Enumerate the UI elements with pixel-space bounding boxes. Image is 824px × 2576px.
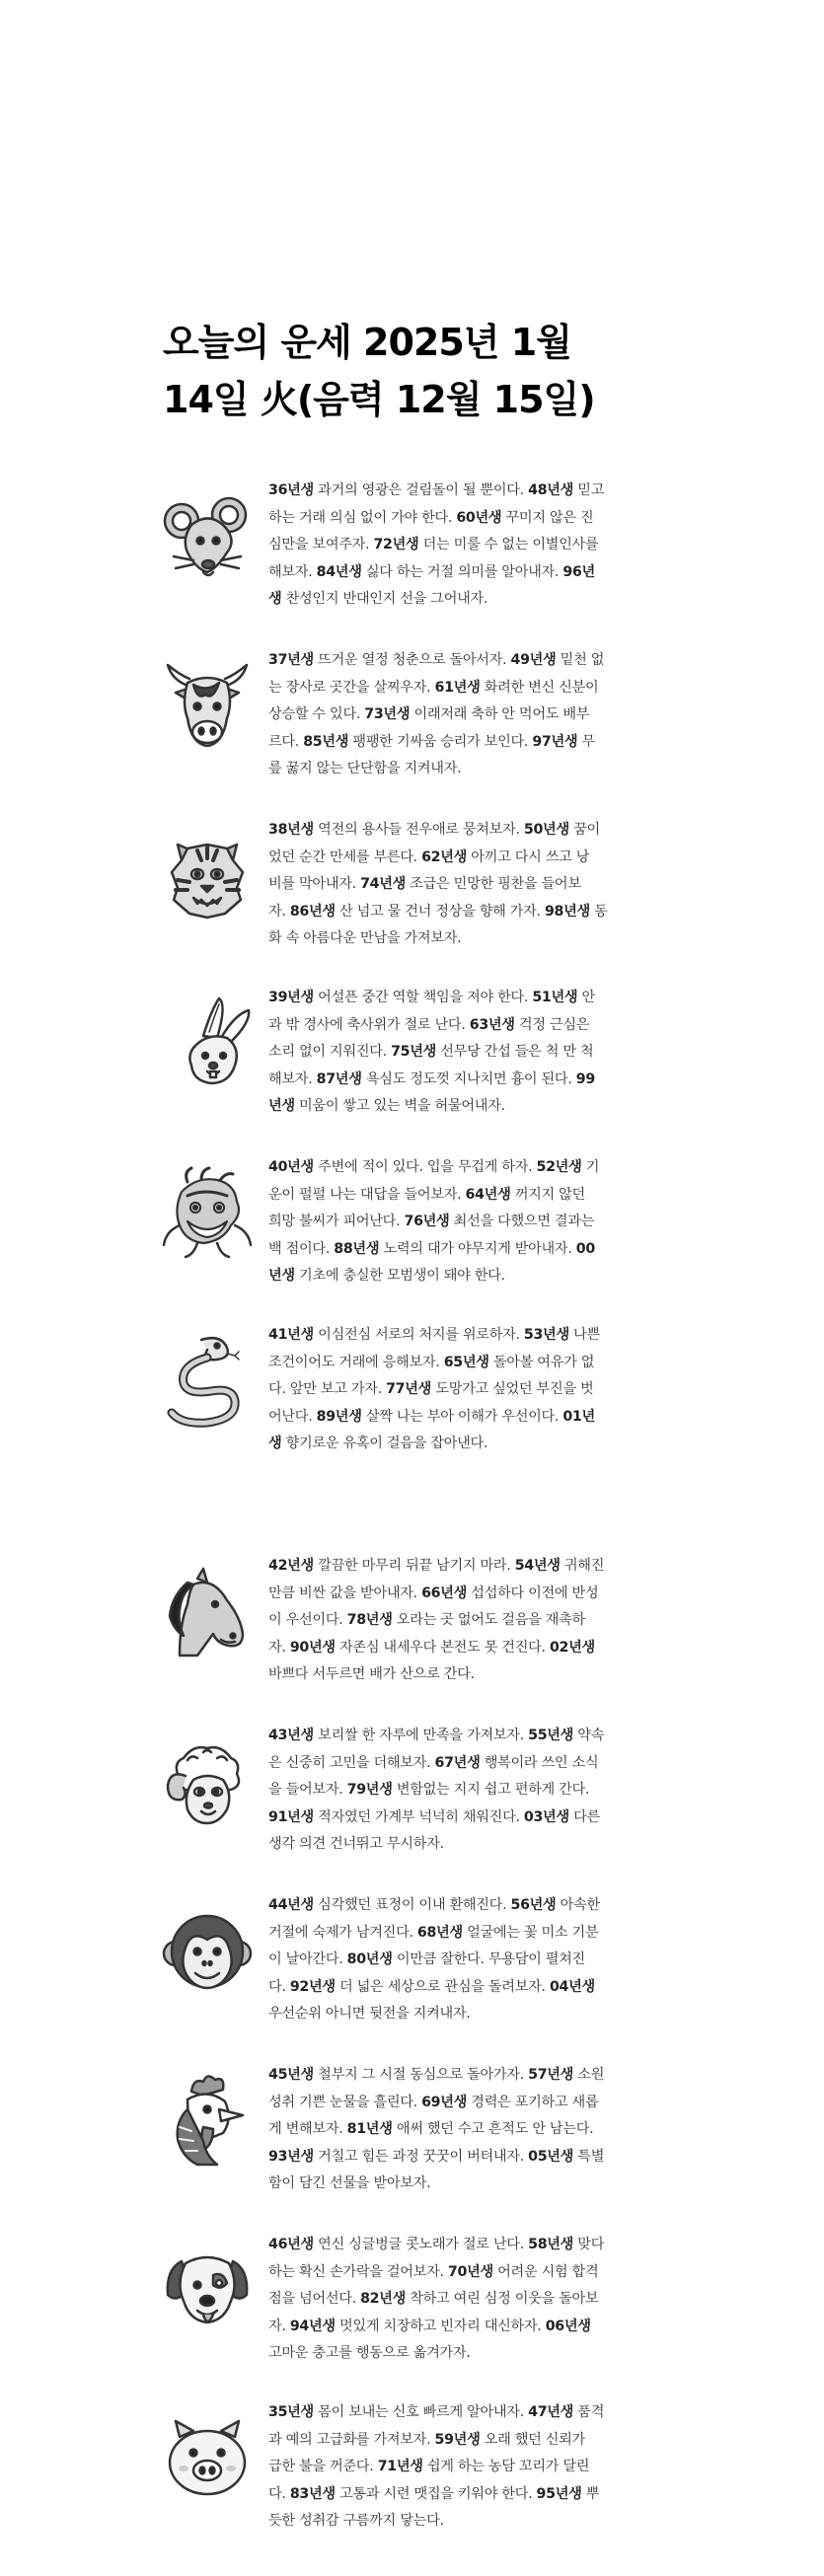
fortune-sentence: 하는 거래 의심 없이 가야 한다. [268, 509, 457, 526]
fortune-text [268, 1553, 691, 1689]
rabbit-icon [158, 993, 257, 1091]
fortune-sentence: 철부지 그 시절 동심으로 돌아가자. [313, 2067, 529, 2083]
birth-year-label: 77년생 [386, 1381, 432, 1397]
fortune-sentence: 점을 넘어선다. [268, 2291, 361, 2307]
fortune-sentence: 아끼고 다시 쓰고 낭 [467, 848, 590, 865]
fortune-sentence: 행복이라 쓰인 소식 [480, 1754, 599, 1771]
fortune-line [268, 1039, 691, 1067]
birth-year-label: 56년생 [510, 1897, 557, 1913]
fortune-sentence: 릎 꿇지 않는 단단함을 지켜내자. [268, 761, 462, 776]
fortune-sentence: 약속 [573, 1728, 605, 1743]
fortune-entry-rat [158, 478, 711, 635]
birth-year-label: 91년생 [268, 1808, 314, 1825]
birth-year-label: 63년생 [469, 1016, 515, 1033]
fortune-sentence: 이 날아간다. [268, 1951, 347, 1967]
fortune-line [268, 1404, 691, 1432]
fortune-sentence: 오라는 곳 없어도 걸음을 재촉하 [392, 1612, 585, 1628]
fortune-sentence: 노력의 대가 야무지게 받아내자. [379, 1240, 576, 1257]
birth-year-label: 04년생 [549, 1978, 595, 1995]
birth-year-label: 49년생 [510, 652, 557, 668]
fortune-sentence: 르다. [268, 733, 304, 750]
fortune-line [268, 586, 691, 614]
fortune-entry-dog [158, 2232, 711, 2390]
fortune-sentence: 최선을 다했으면 결과는 [449, 1214, 595, 1229]
title-line-2: 14일 火(음력 12월 15일) [163, 378, 595, 421]
dragon-icon [158, 1162, 257, 1261]
fortune-sentence: 맞다 [573, 2237, 605, 2252]
fortune-line [268, 1723, 691, 1750]
fortune-entry-monkey [158, 1892, 711, 2050]
fortune-text [268, 478, 691, 614]
fortune-sentence: 동 [589, 903, 608, 920]
fortune-sentence: 었던 순간 만세를 부른다. [268, 848, 422, 865]
birth-year-label: 03년생 [523, 1808, 569, 1825]
fortune-sentence: 이심전심 서로의 처지를 위로하자. [313, 1327, 524, 1343]
fortune-entry-snake [158, 1322, 711, 1480]
fortune-sentence: 이만큼 잘한다. 무용담이 펼쳐진 [392, 1951, 585, 1967]
birth-year-label: 생 [268, 1435, 282, 1451]
birth-year-label: 82년생 [360, 2291, 407, 2307]
fortune-line [268, 1154, 691, 1182]
birth-year-label: 00 [575, 1240, 595, 1257]
fortune-sentence: 어려운 시험 합격 [492, 2263, 599, 2280]
fortune-entry-horse [158, 1553, 711, 1711]
fortune-line [268, 1553, 691, 1581]
fortune-line [268, 2508, 691, 2536]
fortune-text [268, 647, 691, 783]
birth-year-label: 45년생 [268, 2067, 314, 2083]
fortune-line [268, 647, 691, 675]
fortune-sentence: 팽팽한 기싸움 승리가 보인다. [348, 733, 533, 750]
birth-year-label: 98년생 [544, 903, 590, 920]
fortune-sentence: 자. [268, 903, 290, 920]
fortune-sentence: 거절에 숙제가 남겨진다. [268, 1924, 417, 1941]
birth-year-label: 47년생 [528, 2404, 574, 2420]
birth-year-label: 01년 [562, 1408, 595, 1425]
fortune-line [268, 1947, 691, 1974]
fortune-line [268, 2062, 691, 2090]
fortune-sentence: 거칠고 힘든 과정 꿋꿋이 버텨내자. [313, 2148, 529, 2165]
fortune-text [268, 2399, 691, 2536]
birth-year-label: 51년생 [532, 990, 578, 1005]
fortune-line [268, 2144, 691, 2171]
fortune-sentence: 상승할 수 있다. [268, 706, 365, 722]
snake-icon [158, 1330, 257, 1429]
page-title [163, 314, 676, 428]
fortune-line [268, 2340, 691, 2368]
fortune-line [268, 2427, 691, 2455]
birth-year-label: 64년생 [465, 1186, 511, 1203]
fortune-text [268, 2062, 691, 2198]
fortune-sentence: 나쁜 [568, 1327, 600, 1343]
birth-year-label: 년생 [268, 1268, 295, 1284]
fortune-line [268, 701, 691, 729]
birth-year-label: 41년생 [268, 1327, 314, 1343]
fortune-entry-rabbit [158, 985, 711, 1142]
fortune-sentence: 주변에 적이 있다. 입을 무겁게 하자. [313, 1159, 537, 1175]
fortune-line [268, 2481, 691, 2509]
fortune-line [268, 899, 691, 926]
fortune-line [268, 532, 691, 559]
birth-year-label: 95년생 [536, 2485, 582, 2502]
fortune-line [268, 1635, 691, 1662]
fortune-sentence: 을 들어보자. [268, 1782, 347, 1798]
birth-year-label: 55년생 [528, 1728, 574, 1743]
fortune-sentence: 다른 [568, 1808, 600, 1825]
birth-year-label: 36년생 [268, 482, 314, 498]
fortune-sentence: 소원 [573, 2067, 605, 2083]
fortune-sentence: 아속한 [556, 1897, 600, 1913]
birth-year-label: 70년생 [447, 2263, 493, 2280]
fortune-line [268, 1209, 691, 1236]
fortune-sentence: 귀해진 [560, 1558, 605, 1574]
fortune-line [268, 2314, 691, 2341]
birth-year-label: 66년생 [421, 1584, 468, 1601]
fortune-line [268, 1376, 691, 1404]
birth-year-label: 37년생 [268, 652, 314, 668]
fortune-sentence: 고마운 충고를 행동으로 옮겨가자. [268, 2345, 471, 2361]
fortune-line [268, 1182, 691, 1210]
fortune-sentence: 비를 막아내자. [268, 876, 361, 892]
fortune-line [268, 1322, 691, 1350]
fortune-text [268, 1322, 691, 1458]
birth-year-label: 92년생 [289, 1978, 336, 1995]
fortune-line [268, 2232, 691, 2259]
fortune-sentence: 어설픈 중간 역할 책임을 져야 한다. [313, 990, 533, 1005]
fortune-line [268, 675, 691, 702]
birth-year-label: 94년생 [289, 2318, 336, 2334]
fortune-line [268, 2259, 691, 2287]
fortune-sentence: 다. 앞만 보고 가자. [268, 1381, 387, 1397]
birth-year-label: 68년생 [416, 1924, 463, 1941]
fortune-sentence: 섭섭하다 이전에 반성 [467, 1584, 599, 1601]
fortune-sentence: 급한 불을 꺼준다. [268, 2459, 378, 2474]
fortune-sentence: 고통과 시련 맷집을 키워야 한다. [335, 2485, 537, 2502]
fortune-entry-dragon [158, 1154, 711, 1312]
fortune-sentence: 경력은 포기하고 새롭 [467, 2094, 599, 2110]
birth-year-label: 50년생 [523, 822, 569, 838]
fortune-line [268, 1012, 691, 1040]
fortune-sentence: 변함없는 지지 쉽고 편하게 간다. [392, 1782, 590, 1798]
birth-year-label: 61년생 [434, 679, 481, 696]
fortune-entry-rooster [158, 2062, 711, 2220]
birth-year-label: 73년생 [364, 706, 411, 722]
birth-year-label: 42년생 [268, 1558, 314, 1574]
fortune-sentence: 역전의 용사들 전우애로 뭉쳐보자. [313, 822, 524, 838]
horse-icon [158, 1561, 257, 1659]
fortune-sentence: 소리 없이 지워진다. [268, 1044, 392, 1060]
birth-year-label: 06년생 [545, 2318, 591, 2334]
fortune-sentence: 해보자. [268, 1070, 317, 1087]
fortune-sentence: 꾸미지 않은 진 [501, 509, 594, 526]
fortune-entry-pig [158, 2399, 711, 2557]
birth-year-label: 69년생 [421, 2094, 468, 2110]
fortune-sentence: 뿌 [581, 2485, 600, 2502]
fortune-sentence: 품격 [573, 2404, 605, 2420]
birth-year-label: 58년생 [528, 2237, 574, 2252]
fortune-sentence: 성취 기쁜 눈물을 흘린다. [268, 2094, 422, 2110]
birth-year-label: 86년생 [289, 903, 336, 920]
fortune-sentence: 싫다 하는 거절 의미를 알아내자. [361, 563, 563, 580]
fortune-sentence: 더 넓은 세상으로 관심을 돌려보자. [335, 1978, 550, 1995]
birth-year-label: 년생 [268, 1098, 295, 1114]
fortune-line [268, 478, 691, 505]
fortune-sentence: 꺼지지 않던 [510, 1186, 585, 1203]
birth-year-label: 39년생 [268, 990, 314, 1005]
fortune-line [268, 1750, 691, 1778]
fortune-sentence: 과 밖 경사에 축사위가 절로 난다. [268, 1016, 470, 1033]
fortune-line [268, 2399, 691, 2427]
fortune-line [268, 845, 691, 872]
fortune-line [268, 1920, 691, 1948]
birth-year-label: 71년생 [377, 2459, 423, 2474]
fortune-sentence: 기초에 충실한 모범생이 돼야 한다. [294, 1268, 505, 1284]
fortune-text [268, 1723, 691, 1859]
pig-icon [158, 2407, 257, 2506]
fortune-sentence: 몸이 보내는 신호 빠르게 알아내자. [313, 2404, 529, 2420]
fortune-sentence: 바쁘다 서두르면 배가 산으로 간다. [268, 1666, 475, 1682]
fortune-line [268, 2454, 691, 2481]
fortune-sentence: 화 속 아름다운 만남을 가져보자. [268, 930, 462, 946]
fortune-sentence: 자. [268, 2318, 290, 2334]
fortune-line [268, 505, 691, 533]
birth-year-label: 74년생 [360, 876, 407, 892]
fortune-text [268, 1892, 691, 2028]
fortune-sentence: 깔끔한 마무리 뒤끝 남기지 마라. [313, 1558, 515, 1574]
fortune-sentence: 더는 미룰 수 없는 이별인사를 [418, 537, 599, 552]
fortune-line [268, 1892, 691, 1920]
fortune-entry-ox [158, 647, 711, 805]
fortune-sentence: 욕심도 정도껏 지나치면 흉이 된다. [361, 1070, 576, 1087]
birth-year-label: 81년생 [346, 2121, 393, 2137]
fortune-sentence: 화려한 변신 신분이 [480, 679, 599, 696]
fortune-line [268, 925, 691, 953]
birth-year-label: 53년생 [523, 1327, 569, 1343]
fortune-sentence: 이 우선이다. [268, 1612, 347, 1628]
fortune-line [268, 1661, 691, 1689]
birth-year-label: 52년생 [536, 1159, 582, 1175]
fortune-entry-tiger [158, 817, 711, 975]
fortune-entry-sheep [158, 1723, 711, 1880]
fortune-sentence: 멋있게 치장하고 빈자리 대신하자. [335, 2318, 546, 2334]
fortune-line [268, 1974, 691, 2002]
fortune-sentence: 무 [577, 733, 595, 750]
fortune-sentence: 과 예의 고급화를 가져보자. [268, 2431, 435, 2448]
fortune-sentence: 게 변해보자. [268, 2121, 347, 2137]
fortune-sentence: 조급은 민망한 핑찬을 들어보 [406, 876, 581, 892]
birth-year-label: 78년생 [346, 1612, 393, 1628]
birth-year-label: 60년생 [456, 509, 502, 526]
fortune-line [268, 985, 691, 1012]
fortune-sentence: 특별 [573, 2148, 605, 2165]
fortune-line [268, 1607, 691, 1635]
fortune-sentence: 애써 했던 수고 흔적도 안 남는다. [392, 2121, 594, 2137]
fortune-line [268, 1236, 691, 1264]
fortune-sentence: 보리쌀 한 자루에 만족을 가져보자. [313, 1728, 529, 1743]
fortune-sentence: 듯한 성취감 구름까지 닿는다. [268, 2513, 444, 2529]
birth-year-label: 80년생 [346, 1951, 393, 1967]
fortune-sentence: 자. [268, 1639, 290, 1656]
fortune-sentence: 다. [268, 1978, 290, 1995]
fortune-sentence: 우선순위 아니면 뒷전을 지켜내자. [268, 2006, 471, 2022]
fortune-line [268, 1831, 691, 1859]
rat-icon [158, 485, 257, 584]
birth-year-label: 85년생 [303, 733, 349, 750]
fortune-sentence: 돌아볼 여유가 없 [488, 1354, 595, 1370]
tiger-icon [158, 825, 257, 923]
fortune-sentence: 과거의 영광은 걸림돌이 될 뿐이다. [313, 482, 529, 498]
birth-year-label: 84년생 [316, 563, 362, 580]
fortune-sentence: 함이 담긴 선물을 받아보자. [268, 2175, 431, 2191]
birth-year-label: 44년생 [268, 1897, 314, 1913]
fortune-sentence: 만큼 비싼 값을 받아내자. [268, 1584, 422, 1601]
fortune-sentence: 심각했던 표정이 이내 환해진다. [313, 1897, 511, 1913]
fortune-sentence: 생각 의견 건너뛰고 무시하자. [268, 1836, 444, 1852]
birth-year-label: 93년생 [268, 2148, 314, 2165]
fortune-sentence: 도망가고 싶었던 부진을 벗 [431, 1381, 594, 1397]
fortune-sentence: 은 신중히 고민을 더해보자. [268, 1754, 435, 1771]
birth-year-label: 99 [575, 1070, 595, 1087]
birth-year-label: 97년생 [532, 733, 578, 750]
fortune-line [268, 1777, 691, 1804]
fortune-sentence: 믿고 [573, 482, 605, 498]
fortune-sentence: 미움이 쌓고 있는 벽을 허물어내자. [294, 1098, 505, 1114]
fortune-line [268, 817, 691, 845]
fortune-sentence: 운이 펄펄 나는 대답을 들어보자. [268, 1186, 466, 1203]
fortune-sentence: 는 장사로 곳간을 살찌우자. [268, 679, 435, 696]
fortune-line [268, 2001, 691, 2028]
fortune-line [268, 1804, 691, 1832]
fortune-sentence: 찬성인지 반대인지 선을 그어내자. [281, 591, 488, 607]
birth-year-label: 72년생 [373, 537, 419, 552]
fortune-line [268, 1431, 691, 1458]
birth-year-label: 65년생 [443, 1354, 489, 1370]
fortune-text [268, 1154, 691, 1290]
dog-icon [158, 2240, 257, 2338]
fortune-sentence: 쉽게 하는 농담 꼬리가 달린 [422, 2459, 590, 2474]
birth-year-label: 40년생 [268, 1159, 314, 1175]
fortune-sentence: 희망 불씨가 피어난다. [268, 1214, 405, 1229]
fortune-line [268, 871, 691, 899]
birth-year-label: 87년생 [316, 1070, 362, 1087]
fortune-sentence: 심만을 보여주자. [268, 537, 374, 552]
ox-icon [158, 655, 257, 754]
birth-year-label: 46년생 [268, 2237, 314, 2252]
fortune-sentence: 다. [268, 2485, 290, 2502]
birth-year-label: 89년생 [316, 1408, 362, 1425]
fortune-line [268, 2286, 691, 2314]
birth-year-label: 59년생 [434, 2431, 481, 2448]
birth-year-label: 90년생 [289, 1639, 336, 1656]
fortune-sentence: 해보자. [268, 563, 317, 580]
birth-year-label: 83년생 [289, 2485, 336, 2502]
fortune-sentence: 조건이어도 거래에 응해보자. [268, 1354, 444, 1370]
fortune-line [268, 2171, 691, 2198]
fortune-sentence: 안 [577, 990, 595, 1005]
birth-year-label: 96년 [562, 563, 595, 580]
birth-year-label: 48년생 [528, 482, 574, 498]
sheep-icon [158, 1730, 257, 1829]
birth-year-label: 05년생 [528, 2148, 574, 2165]
birth-year-label: 75년생 [391, 1044, 437, 1060]
fortune-sentence: 이래저래 축하 안 먹어도 배부 [410, 706, 590, 722]
birth-year-label: 35년생 [268, 2404, 314, 2420]
birth-year-label: 54년생 [514, 1558, 561, 1574]
fortune-sentence: 어난다. [268, 1408, 317, 1425]
fortune-line [268, 1263, 691, 1290]
fortune-sentence: 살짝 나는 부아 이해가 우선이다. [361, 1408, 563, 1425]
birth-year-label: 02년생 [549, 1639, 595, 1656]
fortune-line [268, 1581, 691, 1608]
fortune-sentence: 하는 확신 손가락을 걸어보자. [268, 2263, 448, 2280]
fortune-line [268, 729, 691, 757]
title-line-1: 오늘의 운세 2025년 1월 [163, 321, 571, 364]
birth-year-label: 76년생 [404, 1214, 450, 1229]
birth-year-label: 67년생 [434, 1754, 481, 1771]
fortune-sentence: 꿈이 [568, 822, 600, 838]
fortune-text [268, 817, 691, 953]
rooster-icon [158, 2070, 257, 2169]
fortune-line [268, 2116, 691, 2144]
fortune-sentence: 걱정 근심은 [514, 1016, 590, 1033]
birth-year-label: 62년생 [421, 848, 468, 865]
fortune-line [268, 2090, 691, 2117]
birth-year-label: 79년생 [346, 1782, 393, 1798]
fortune-sentence: 향기로운 유혹이 걸음을 잡아낸다. [281, 1435, 488, 1451]
birth-year-label: 생 [268, 591, 282, 607]
birth-year-label: 88년생 [334, 1240, 380, 1257]
monkey-icon [158, 1900, 257, 1999]
fortune-sentence: 기 [581, 1159, 600, 1175]
fortune-line [268, 1067, 691, 1094]
fortune-sentence: 연신 싱글벙글 콧노래가 절로 난다. [313, 2237, 529, 2252]
fortune-sentence: 백 점이다. [268, 1240, 335, 1257]
birth-year-label: 43년생 [268, 1728, 314, 1743]
fortune-sentence: 적자였던 가계부 넉넉히 채워진다. [313, 1808, 524, 1825]
fortune-sentence: 산 넘고 물 건너 정상을 향해 가자. [335, 903, 545, 920]
fortune-sentence: 선무당 간섭 들은 척 만 척 [436, 1044, 594, 1060]
fortune-sentence: 밑천 없 [556, 652, 605, 668]
fortune-line [268, 756, 691, 783]
fortune-text [268, 2232, 691, 2368]
fortune-line [268, 1093, 691, 1121]
fortune-sentence: 얼굴에는 꽃 미소 기분 [462, 1924, 599, 1941]
birth-year-label: 57년생 [528, 2067, 574, 2083]
fortune-line [268, 1350, 691, 1377]
fortune-sentence: 뜨거운 열정 청춘으로 돌아서자. [313, 652, 511, 668]
fortune-sentence: 착하고 여린 심정 이웃을 돌아보 [406, 2291, 599, 2307]
fortune-text [268, 985, 691, 1121]
birth-year-label: 38년생 [268, 822, 314, 838]
fortune-sentence: 오래 했던 신뢰가 [480, 2431, 585, 2448]
fortune-sentence: 자존심 내세우다 본전도 못 건진다. [335, 1639, 550, 1656]
fortune-line [268, 559, 691, 587]
